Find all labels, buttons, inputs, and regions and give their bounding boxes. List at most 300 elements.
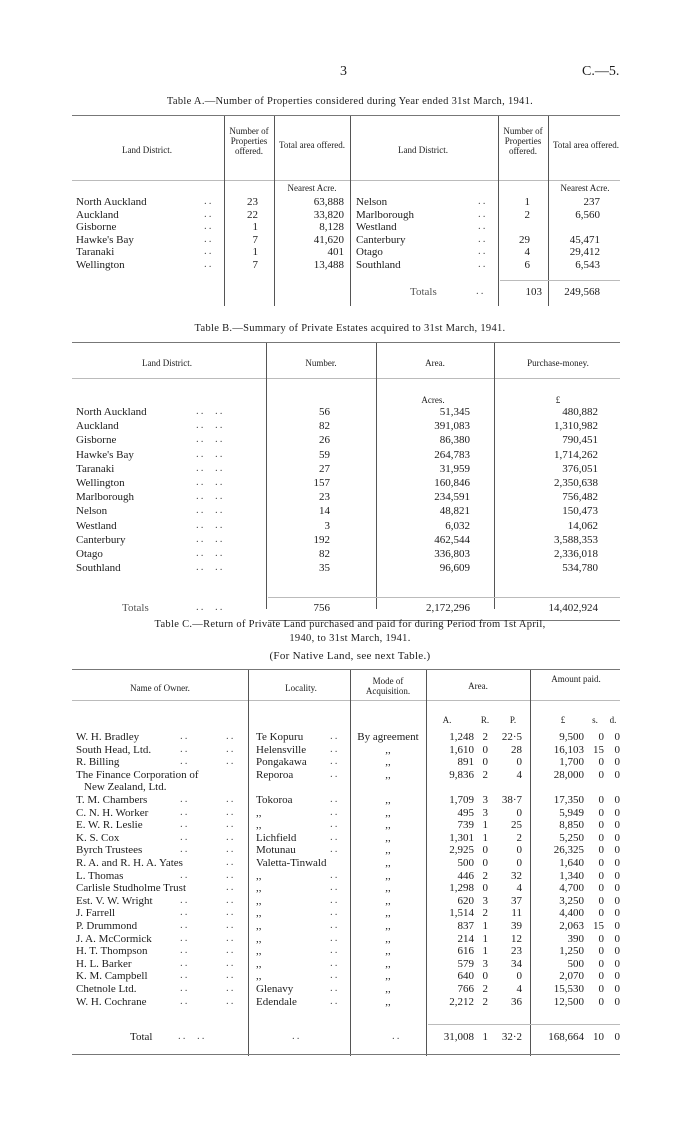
table-c-pence: 0 xyxy=(614,920,620,932)
leader-dots: .. xyxy=(226,730,236,742)
table-c-acres: 579 xyxy=(457,957,474,970)
table-b-money: 1,714,262 xyxy=(554,448,598,461)
table-c-roods: 1 xyxy=(482,920,488,932)
table-c-title-line2: 1940, to 31st March, 1941. xyxy=(289,633,411,644)
table-a-district: Nelson xyxy=(356,196,388,208)
table-c-roods: 2 xyxy=(482,995,488,1008)
leader-dots: .. xyxy=(392,1030,402,1042)
table-b-area: 264,783 xyxy=(434,448,470,461)
table-a-unit-left: Nearest Acre. xyxy=(287,183,337,193)
table-a-area: 29,412 xyxy=(569,246,600,258)
table-c-shillings: 15 xyxy=(593,920,604,932)
table-c-locality: ,, xyxy=(256,945,262,958)
table-a-number: 2 xyxy=(524,208,530,221)
table-c-area-header: Area. xyxy=(468,681,488,691)
table-c-pence: 0 xyxy=(614,983,620,995)
table-c-perches: 0 xyxy=(516,806,522,819)
table-a-district: Marlborough xyxy=(356,208,415,221)
leader-dots: .. xyxy=(226,944,236,957)
leader-dots: .. xyxy=(330,767,340,780)
leader-dots: .. xyxy=(226,818,236,831)
table-c-acres: 837 xyxy=(457,920,474,932)
table-b-money: 3,588,353 xyxy=(554,533,598,546)
table-c-pence: 0 xyxy=(614,768,620,781)
table-c-pence: 0 xyxy=(614,882,620,895)
leader-dots: .. .. xyxy=(196,447,225,460)
table-a-district-header: Land District. xyxy=(122,145,172,155)
table-a-number: 1 xyxy=(252,246,258,258)
table-a-district: Westland xyxy=(356,221,397,233)
table-c-owner: T. M. Chambers xyxy=(76,794,148,806)
leader-dots: .. xyxy=(204,220,214,232)
leader-dots: .. xyxy=(330,994,340,1007)
leader-dots: .. xyxy=(330,755,340,768)
table-b-area: 96,609 xyxy=(439,562,470,575)
table-b-money: 2,336,018 xyxy=(554,548,598,560)
table-c-pounds: 28,000 xyxy=(553,768,584,781)
table-c-acres: 1,248 xyxy=(449,731,474,743)
table-b-col-rule xyxy=(494,343,495,609)
table-c-pence: 0 xyxy=(614,945,620,958)
table-b-number: 56 xyxy=(319,406,330,418)
table-c-owner: K. S. Cox xyxy=(76,831,120,844)
leader-dots: .. xyxy=(476,285,486,297)
leader-dots: .. .. xyxy=(178,1030,207,1042)
table-c-pounds: 2,063 xyxy=(559,920,584,932)
table-c-mode: ,, xyxy=(385,983,391,995)
table-c-roods: 2 xyxy=(482,731,488,743)
table-a-number: 6 xyxy=(524,258,530,271)
table-a-area: 401 xyxy=(327,246,344,258)
table-a-col-rule xyxy=(548,116,549,306)
table-c-pounds: 17,350 xyxy=(553,794,584,806)
table-c-col-rule xyxy=(350,670,351,1056)
table-c-shillings: 0 xyxy=(598,983,604,995)
table-c-pence: 0 xyxy=(614,932,620,945)
table-b-area: 160,846 xyxy=(434,477,470,489)
table-c-roods: 3 xyxy=(482,794,488,806)
table-c-mode: ,, xyxy=(385,970,391,983)
table-c-locality: ,, xyxy=(256,920,262,932)
table-a-district: North Auckland xyxy=(76,196,147,208)
table-b-district: Nelson xyxy=(76,505,108,518)
table-c-mode: ,, xyxy=(385,957,391,970)
table-c-pence: 0 xyxy=(614,995,620,1008)
table-c-header-rule xyxy=(72,700,620,701)
table-c-mode-header: Mode of Acquisition. xyxy=(365,676,411,696)
table-c-perches: 36 xyxy=(511,995,522,1008)
table-c-perches: 4 xyxy=(516,983,522,995)
table-c-owner: K. M. Campbell xyxy=(76,970,148,983)
table-a-number: 7 xyxy=(252,258,258,271)
leader-dots: .. xyxy=(226,805,236,818)
table-c-pounds: 1,700 xyxy=(559,756,584,769)
table-c-mode: ,, xyxy=(385,844,391,857)
table-c-roods: 0 xyxy=(482,970,488,983)
table-a-col-rule xyxy=(274,116,275,306)
table-c-pounds: 5,949 xyxy=(559,806,584,819)
table-c-owner: H. L. Barker xyxy=(76,957,132,970)
leader-dots: .. xyxy=(226,755,236,768)
table-c-mode: ,, xyxy=(385,756,391,769)
table-c-perches: 12 xyxy=(511,932,522,945)
leader-dots: .. xyxy=(180,793,190,805)
table-c-pence: 0 xyxy=(614,857,620,869)
table-c-perches: 4 xyxy=(516,882,522,895)
leader-dots: .. xyxy=(204,232,214,245)
table-c-mode: ,, xyxy=(385,819,391,832)
table-c-roods: 2 xyxy=(482,983,488,995)
leader-dots: .. xyxy=(226,742,236,755)
leader-dots: .. xyxy=(330,893,340,906)
table-c-pounds: 12,500 xyxy=(553,995,584,1008)
table-a-total-area: 249,568 xyxy=(564,286,600,298)
table-c-pounds: 9,500 xyxy=(559,731,584,743)
leader-dots: .. xyxy=(330,793,340,805)
table-a-total-rule xyxy=(500,280,620,281)
leader-dots: .. xyxy=(226,969,236,982)
table-a-col-rule xyxy=(350,116,351,306)
table-c-perches: 25 xyxy=(511,819,522,832)
table-c-locality: ,, xyxy=(256,819,262,832)
table-c-shillings: 0 xyxy=(598,731,604,743)
table-a-header-rule xyxy=(72,180,620,181)
table-b-number: 26 xyxy=(319,434,330,447)
table-b-money: 2,350,638 xyxy=(554,477,598,489)
leader-dots: .. xyxy=(330,944,340,957)
table-b-money: 1,310,982 xyxy=(554,420,598,433)
table-c-total-pence: 0 xyxy=(614,1031,620,1043)
table-c-locality: Lichfield xyxy=(256,831,297,844)
leader-dots: .. .. xyxy=(196,532,225,545)
table-b-number: 192 xyxy=(313,533,330,546)
table-c-roods: 3 xyxy=(482,957,488,970)
table-c-locality: Valetta-Tinwald xyxy=(256,857,327,869)
table-c-shillings: 0 xyxy=(598,957,604,970)
table-a-district: Gisborne xyxy=(76,221,117,233)
table-c-acres: 1,514 xyxy=(449,907,474,920)
table-c-locality: Pongakawa xyxy=(256,756,307,769)
table-c-roods: 3 xyxy=(482,894,488,907)
table-a-area: 45,471 xyxy=(569,233,600,246)
table-c-perches: 0 xyxy=(516,970,522,983)
leader-dots: .. xyxy=(330,818,340,831)
table-c-acres: 739 xyxy=(457,819,474,832)
table-b-total-rule xyxy=(268,597,620,598)
table-c-pounds: 8,850 xyxy=(559,819,584,832)
table-a-number: 29 xyxy=(519,233,530,246)
table-b-district: Marlborough xyxy=(76,491,135,504)
table-c-locality: ,, xyxy=(256,907,262,920)
leader-dots: .. .. xyxy=(196,561,225,574)
table-c-bottom-rule xyxy=(72,1054,620,1055)
leader-dots: .. xyxy=(478,195,488,207)
table-b-number: 82 xyxy=(319,420,330,433)
table-c-sub-shillings: s. xyxy=(592,715,598,725)
table-c-perches: 0 xyxy=(516,857,522,869)
leader-dots: .. xyxy=(330,730,340,742)
table-a-area: 13,488 xyxy=(313,258,344,271)
table-a-top-rule xyxy=(72,115,620,116)
leader-dots: .. xyxy=(180,994,190,1007)
table-c-roods: 1 xyxy=(482,932,488,945)
table-c-owner-continued: New Zealand, Ltd. xyxy=(84,781,167,794)
table-c-roods: 0 xyxy=(482,857,488,869)
table-a-col-rule xyxy=(498,116,499,306)
table-c-perches: 34 xyxy=(511,957,522,970)
table-c-sub-roods: R. xyxy=(480,715,490,725)
table-c-pence: 0 xyxy=(614,731,620,743)
table-b-area: 336,803 xyxy=(434,548,470,560)
table-c-total-perches: 32·2 xyxy=(501,1031,522,1043)
table-b-district: Hawke's Bay xyxy=(76,448,134,461)
leader-dots: .. .. xyxy=(196,490,225,503)
leader-dots: .. xyxy=(330,805,340,818)
table-c-pounds: 1,250 xyxy=(559,945,584,958)
table-c-acres: 500 xyxy=(457,857,474,869)
table-c-locality: Helensville xyxy=(256,743,307,756)
table-c-locality: ,, xyxy=(256,970,262,983)
table-a-number: 1 xyxy=(524,196,530,208)
table-c-perches: 23 xyxy=(511,945,522,958)
leader-dots: .. xyxy=(226,994,236,1007)
leader-dots: .. xyxy=(204,207,214,220)
table-c-acres: 214 xyxy=(457,932,474,945)
table-c-col-rule xyxy=(530,670,531,1056)
leader-dots: .. .. xyxy=(196,419,225,432)
table-c-pence: 0 xyxy=(614,844,620,857)
table-c-shillings: 0 xyxy=(598,806,604,819)
leader-dots: .. xyxy=(226,906,236,919)
table-c-owner: South Head, Ltd. xyxy=(76,743,152,756)
leader-dots: .. xyxy=(180,730,190,742)
table-c-shillings: 0 xyxy=(598,794,604,806)
table-b-district-header: Land District. xyxy=(142,358,192,368)
table-c-acres: 891 xyxy=(457,756,474,769)
table-c-perches: 11 xyxy=(511,907,522,920)
table-b-district: Taranaki xyxy=(76,462,115,475)
table-c-mode: ,, xyxy=(385,995,391,1008)
leader-dots: .. xyxy=(330,956,340,969)
table-c-owner: W. H. Cochrane xyxy=(76,995,147,1008)
table-c-mode: ,, xyxy=(385,932,391,945)
table-a-district: Auckland xyxy=(76,208,119,221)
table-c-title-line1: Table C.—Return of Private Land purchased and paid for during Period from 1st April, xyxy=(154,619,546,630)
table-b-area: 51,345 xyxy=(439,406,470,418)
table-b-district: Westland xyxy=(76,519,117,532)
leader-dots: .. xyxy=(330,881,340,894)
table-a-district: Wellington xyxy=(76,258,125,271)
leader-dots: .. xyxy=(330,906,340,919)
table-c-roods: 2 xyxy=(482,869,488,882)
table-b-money: 480,882 xyxy=(562,406,598,418)
table-a-district: Canterbury xyxy=(356,233,406,246)
table-c-pence: 0 xyxy=(614,957,620,970)
leader-dots: .. xyxy=(330,931,340,944)
table-c-owner: E. W. R. Leslie xyxy=(76,819,143,832)
table-c-locality: ,, xyxy=(256,894,262,907)
table-c-perches: 38·7 xyxy=(501,794,522,806)
table-b-total-number: 756 xyxy=(313,602,330,614)
table-a-area: 6,543 xyxy=(575,258,600,271)
table-c-perches: 0 xyxy=(516,756,522,769)
table-b-area: 48,821 xyxy=(439,505,470,518)
table-c-locality: Tokoroa xyxy=(256,794,293,806)
table-a-totals-label: Totals xyxy=(410,286,437,298)
table-c-total-acres: 31,008 xyxy=(443,1031,474,1043)
table-b-money: 756,482 xyxy=(562,491,598,504)
table-b-header-rule xyxy=(72,378,620,379)
table-c-sub-perches: P. xyxy=(509,715,517,725)
table-b-district: Otago xyxy=(76,548,103,560)
table-c-locality: ,, xyxy=(256,932,262,945)
table-a-unit-right: Nearest Acre. xyxy=(560,183,610,193)
leader-dots: .. xyxy=(330,982,340,994)
table-a-district: Hawke's Bay xyxy=(76,233,134,246)
table-c-pence: 0 xyxy=(614,907,620,920)
table-c-owner: R. Billing xyxy=(76,756,120,769)
table-c-acres: 2,212 xyxy=(449,995,474,1008)
table-c-sub-pounds: £ xyxy=(560,715,566,725)
table-c-mode: ,, xyxy=(385,945,391,958)
leader-dots: .. xyxy=(226,881,236,894)
leader-dots: .. xyxy=(180,755,190,768)
leader-dots: .. xyxy=(180,805,190,818)
table-c-pounds: 500 xyxy=(567,957,584,970)
leader-dots: .. xyxy=(330,843,340,856)
table-c-shillings: 0 xyxy=(598,945,604,958)
table-b-title: Table B.—Summary of Private Estates acquired to 31st March, 1941. xyxy=(194,323,506,334)
table-c-total-roods: 1 xyxy=(482,1031,488,1043)
table-c-pence: 0 xyxy=(614,794,620,806)
table-c-owner: P. Drummond xyxy=(76,920,138,932)
page-number: 3 xyxy=(340,64,347,79)
table-c-pence: 0 xyxy=(614,869,620,882)
table-b-total-money: 14,402,924 xyxy=(548,602,598,614)
leader-dots: .. xyxy=(330,969,340,982)
leader-dots: .. xyxy=(180,919,190,931)
table-c-sub-pence: d. xyxy=(609,715,617,725)
table-c-roods: 1 xyxy=(482,819,488,832)
table-b-number: 35 xyxy=(319,562,330,575)
table-c-acres: 766 xyxy=(457,983,474,995)
leader-dots: .. .. xyxy=(196,433,225,446)
table-c-perches: 28 xyxy=(511,743,522,756)
leader-dots: .. xyxy=(180,982,190,994)
table-c-owner: L. Thomas xyxy=(76,869,124,882)
leader-dots: .. xyxy=(478,257,488,270)
table-c-mode: By agreement xyxy=(357,731,419,743)
leader-dots: .. xyxy=(478,245,488,257)
table-b-top-rule xyxy=(72,342,620,343)
document-reference: C.—5. xyxy=(582,64,620,79)
table-c-mode: ,, xyxy=(385,869,391,882)
leader-dots: .. xyxy=(226,982,236,994)
table-b-col-rule xyxy=(376,343,377,609)
table-a-area: 237 xyxy=(583,196,600,208)
table-c-perches: 4 xyxy=(516,768,522,781)
table-c-roods: 0 xyxy=(482,743,488,756)
table-b-district: Wellington xyxy=(76,477,125,489)
table-c-roods: 0 xyxy=(482,882,488,895)
leader-dots: .. .. xyxy=(196,476,225,488)
table-c-mode: ,, xyxy=(385,920,391,932)
table-b-money: 534,780 xyxy=(562,562,598,575)
leader-dots: .. xyxy=(180,818,190,831)
table-c-pence: 0 xyxy=(614,756,620,769)
table-c-shillings: 0 xyxy=(598,894,604,907)
table-c-shillings: 0 xyxy=(598,970,604,983)
table-c-acres: 1,610 xyxy=(449,743,474,756)
table-c-owner: The Finance Corporation of xyxy=(76,768,199,781)
leader-dots: .. xyxy=(330,919,340,931)
table-c-owner-header: Name of Owner. xyxy=(130,683,190,693)
table-b-district: Canterbury xyxy=(76,533,126,546)
table-b-number: 3 xyxy=(324,519,330,532)
table-c-shillings: 0 xyxy=(598,932,604,945)
table-c-pounds: 4,400 xyxy=(559,907,584,920)
table-c-pounds: 1,340 xyxy=(559,869,584,882)
leader-dots: .. xyxy=(226,868,236,881)
table-b-district: Southland xyxy=(76,562,121,575)
table-b-unit-area: Acres. xyxy=(421,395,445,405)
leader-dots: .. .. xyxy=(196,601,225,613)
table-c-perches: 32 xyxy=(511,869,522,882)
table-c-shillings: 0 xyxy=(598,768,604,781)
leader-dots: .. xyxy=(180,956,190,969)
table-b-district: Gisborne xyxy=(76,434,117,447)
table-c-shillings: 0 xyxy=(598,756,604,769)
table-c-amount-header: Amount paid. xyxy=(551,674,601,684)
table-c-owner: J. Farrell xyxy=(76,907,116,920)
leader-dots: .. .. xyxy=(196,547,225,559)
table-c-owner: H. T. Thompson xyxy=(76,945,148,958)
table-c-roods: 1 xyxy=(482,945,488,958)
table-a-number: 4 xyxy=(524,246,530,258)
leader-dots: .. xyxy=(180,906,190,919)
leader-dots: .. xyxy=(204,245,214,257)
table-a-number-header: Number of Properties offered. xyxy=(229,126,269,156)
leader-dots: .. xyxy=(478,207,488,220)
table-b-unit-money: £ xyxy=(555,395,561,405)
table-c-perches: 0 xyxy=(516,844,522,857)
table-b-area: 31,959 xyxy=(439,462,470,475)
table-c-locality: Edendale xyxy=(256,995,297,1008)
leader-dots: .. xyxy=(226,793,236,805)
table-b-area: 391,083 xyxy=(434,420,470,433)
table-c-locality: ,, xyxy=(256,882,262,895)
leader-dots: .. xyxy=(180,742,190,755)
table-c-total-shillings: 10 xyxy=(593,1031,604,1043)
leader-dots: .. xyxy=(180,893,190,906)
leader-dots: .. xyxy=(478,232,488,245)
table-c-owner: R. A. and R. H. A. Yates xyxy=(76,857,183,869)
table-c-owner: Carlisle Studholme Trust xyxy=(76,882,187,895)
table-a-area: 41,620 xyxy=(313,233,344,246)
table-b-total-area: 2,172,296 xyxy=(426,602,470,614)
table-c-owner: J. A. McCormick xyxy=(76,932,152,945)
leader-dots: .. xyxy=(478,220,488,232)
table-c-mode: ,, xyxy=(385,768,391,781)
table-c-mode: ,, xyxy=(385,894,391,907)
table-b-number-header: Number. xyxy=(305,358,337,368)
table-c-shillings: 0 xyxy=(598,995,604,1008)
table-a-title: Table A.—Number of Properties considered during Year ended 31st March, 1941. xyxy=(166,96,534,107)
table-c-owner: Byrch Trustees xyxy=(76,844,143,857)
leader-dots: .. xyxy=(180,830,190,843)
table-b-area: 462,544 xyxy=(434,533,470,546)
table-b-district: Auckland xyxy=(76,420,119,433)
